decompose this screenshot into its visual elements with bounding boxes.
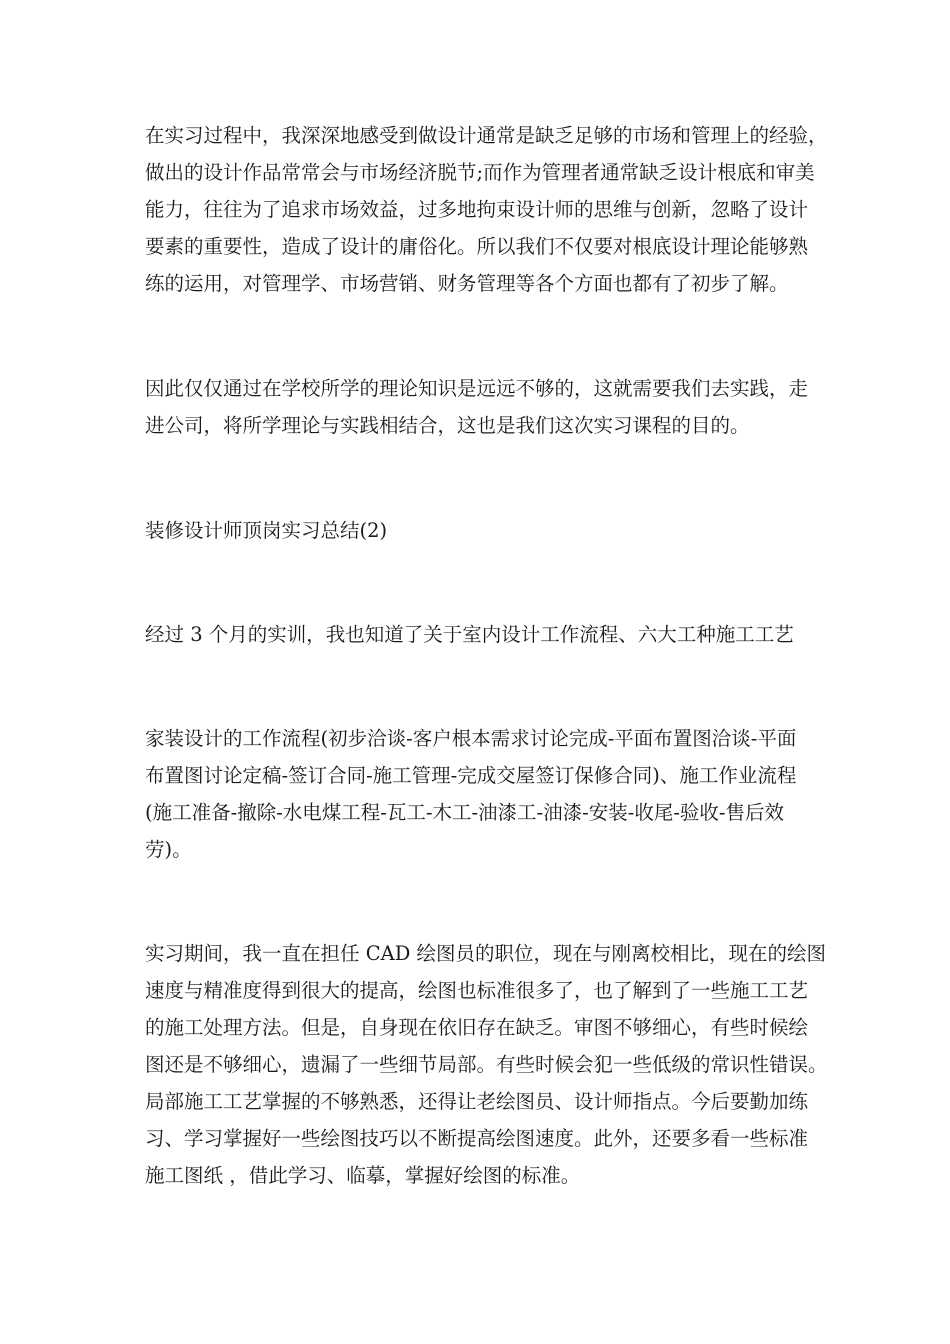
paragraph-6-line-7: 施工图纸 ，借此学习、临摹，掌握好绘图的标准。 bbox=[145, 1164, 581, 1187]
section-heading: 装修设计师顶岗实习总结(2) bbox=[145, 519, 388, 542]
paragraph-6-line-1: 实习期间，我一直在担任 CAD 绘图员的职位，现在与刚离校相比，现在的绘图 bbox=[145, 942, 827, 965]
paragraph-5-line-3: (施工准备-撤除-水电煤工程-瓦工-木工-油漆工-油漆-安装-收尾-验收-售后效 bbox=[145, 801, 784, 824]
paragraph-4-line-1: 经过 3 个月的实训，我也知道了关于室内设计工作流程、六大工种施工工艺 bbox=[145, 623, 794, 646]
paragraph-1-line-3: 能力，往往为了追求市场效益，过多地拘束设计师的思维与创新，忽略了设计 bbox=[145, 198, 809, 221]
paragraph-1-line-2: 做出的设计作品常常会与市场经济脱节;而作为管理者通常缺乏设计根底和审美 bbox=[145, 161, 815, 184]
paragraph-1-line-5: 练的运用，对管理学、市场营销、财务管理等各个方面也都有了初步了解。 bbox=[145, 272, 789, 295]
paragraph-2-line-2: 进公司，将所学理论与实践相结合，这也是我们这次实习课程的目的。 bbox=[145, 414, 750, 437]
paragraph-5-line-4: 劳)。 bbox=[145, 838, 192, 861]
paragraph-6-line-5: 局部施工工艺掌握的不够熟悉，还得让老绘图员、设计师指点。今后要勤加练 bbox=[145, 1090, 809, 1113]
paragraph-5-line-1: 家装设计的工作流程(初步洽谈-客户根本需求讨论完成-平面布置图洽谈-平面 bbox=[145, 727, 797, 750]
paragraph-6-line-2: 速度与精准度得到很大的提高，绘图也标准很多了，也了解到了一些施工工艺 bbox=[145, 979, 809, 1002]
paragraph-1-line-1: 在实习过程中，我深深地感受到做设计通常是缺乏足够的市场和管理上的经验， bbox=[145, 124, 828, 147]
paragraph-1-line-4: 要素的重要性，造成了设计的庸俗化。所以我们不仅要对根底设计理论能够熟 bbox=[145, 235, 809, 258]
paragraph-6-line-6: 习、学习掌握好一些绘图技巧以不断提高绘图速度。此外，还要多看一些标准 bbox=[145, 1127, 809, 1150]
paragraph-6-line-4: 图还是不够细心，遗漏了一些细节局部。有些时候会犯一些低级的常识性错误。 bbox=[145, 1053, 828, 1076]
paragraph-6-line-3: 的施工处理方法。但是，自身现在依旧存在缺乏。审图不够细心，有些时候绘 bbox=[145, 1016, 809, 1039]
paragraph-5-line-2: 布置图讨论定稿-签订合同-施工管理-完成交屋签订保修合同)、施工作业流程 bbox=[145, 764, 797, 787]
paragraph-2-line-1: 因此仅仅通过在学校所学的理论知识是远远不够的，这就需要我们去实践，走 bbox=[145, 377, 809, 400]
